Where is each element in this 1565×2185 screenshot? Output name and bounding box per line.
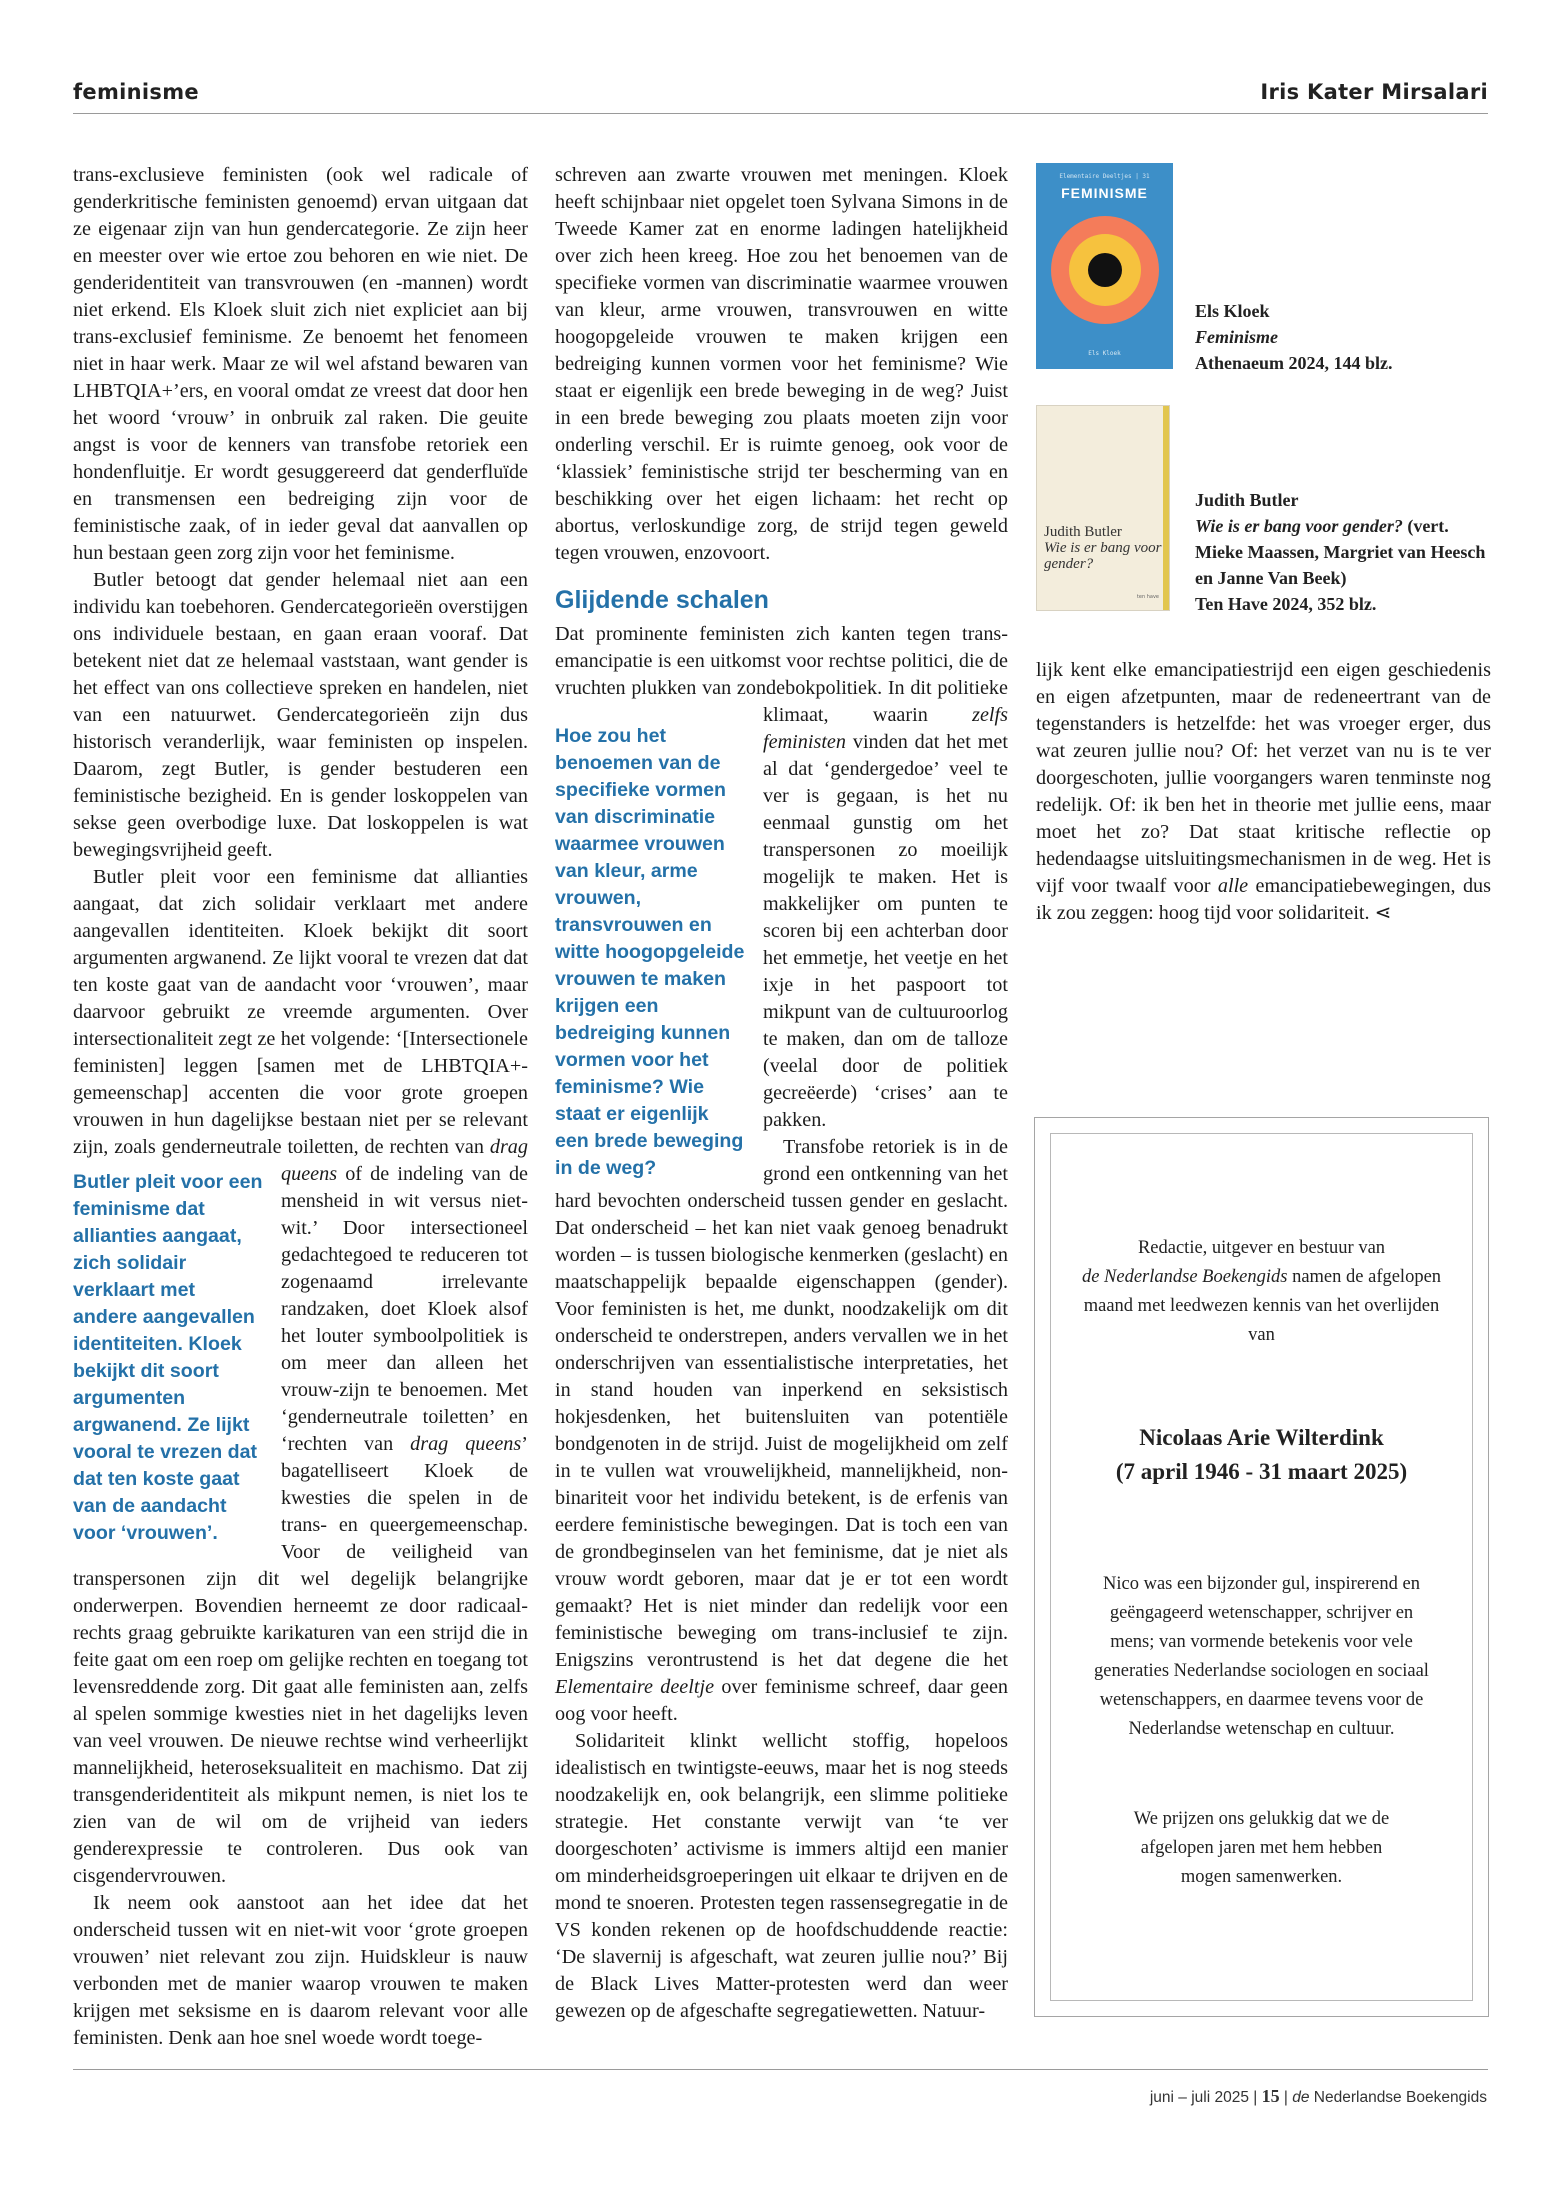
section-title: feminisme	[73, 80, 199, 104]
paragraph: trans-exclusieve feministen (ook wel radicale of genderkritische feministen genoemd) ervan uitgaan dat ze eigenaar zijn van hun gendercategorie. Ze zijn heer en meester over wie ertoe zou behoren en wie niet. De genderidentiteit van transvrouwen (en -mannen) wordt niet erkend. Els Kloek sluit zich niet expliciet aan bij trans-exclusief feminisme. Ze benoemt het fenomeen niet in haar werk. Maar ze wil wel afstand bewaren van LHBTQIA+’ers, en vooral omdat ze vreest dat door hen het woord ‘vrouw’ in onbruik zal raken. Die geuite angst is voor de kenners van transfobe retoriek een hondenfluitje. Er wordt gesuggereerd dat genderfluïde en transmensen een bedreiging zijn voor de feministische zaak, of in ieder geval dat aanvallen op hun bestaan geen zorg zijn voor het feminisme.	[73, 164, 528, 564]
book-author: Judith Butler	[1195, 490, 1299, 510]
cover-author: Els Kloek	[1088, 350, 1121, 357]
paragraph: Butler betoogt dat gender helemaal niet aan een individu kan toebehoren. Gendercategorieën overstijgen ons individuele bestaan, en gaan eraan vooraf. Dat betekent niet dat ze helemaal vaststaan, want gender is het effect van ons collectieve spreken en handelen, niet van een natuurwet. Gendercategorieën zijn dus historisch veranderlijk, waar feministen op inspelen. Daarom, zegt Butler, is gender bestuderen een feministische bezigheid. En is gender loskoppelen van sekse geen overbodige luxe. Dat loskoppelen is wat bewegingsvrijheid geeft.	[73, 569, 528, 861]
book-title: Feminisme	[1195, 327, 1279, 347]
book-info-1	[1195, 298, 1393, 376]
article-column-3	[1036, 657, 1491, 927]
book-publisher: Athenaeum 2024, 144 blz.	[1195, 353, 1393, 373]
cover-spine	[1163, 406, 1169, 610]
paragraph: Dat prominente feministen zich kanten tegen trans-emancipatie is een uitkomst voor rechtse politici, die de vruchten plukken van zondebokpolitiek. In dit politieke klimaat, waarin zelfs feministen vinden dat het met al dat ‘gendergedoe’ veel te ver is gegaan, is het nu eenmaal gunstig om het transpersonen zo moeilijk mogelijk te maken. Het is makkelijker om punten te scoren bij een achterban door het emmetje, het veetje en het ixje in het paspoort tot mikpunt van de cultuuroorlog te maken, dan om de talloze (veelal door de politiek gecreëerde) ‘crises’ aan te pakken.	[555, 623, 1008, 1131]
cover-series: Elementaire Deeltjes | 31	[1059, 173, 1150, 180]
book-publisher: Ten Have 2024, 352 blz.	[1195, 594, 1377, 614]
paragraph: Butler pleit voor een feminisme dat allianties aangaat, dat zich solidair verklaart met andere aangevallen identiteiten. Kloek bekijkt dit soort argumenten argwanend. Ze lijkt vooral te vrezen dat dat ten koste gaat van de aandacht voor ‘vrouwen’, maar daarvoor gebruikt ze vreemde argumenten. Over intersectionaliteit zegt ze het volgende: ‘[Intersectionele feministen] leggen [samen met de LHBTQIA+-gemeenschap] accenten die voor grote groepen vrouwen in hun dagelijkse bestaan niet per se relevant zijn, zoals genderneutrale toiletten, de rechten van drag queens of de indeling van de mensheid in wit versus niet-wit.’ Door intersectioneel gedachtegoed te reduceren tot zogenaamd irrelevante randzaken, doet Kloek alsof het louter symboolpolitiek is om meer dan alleen het vrouw-zijn te benoemen. Met ‘genderneutrale toiletten’ en ‘rechten van drag queens’ bagatelliseert Kloek de kwesties die spelen in de trans- en queergemeenschap. Voor de veiligheid van transpersonen zijn dit wel degelijk belangrijke onderwerpen. Bovendien herneemt ze door radicaal-rechts graag gebruikte karikaturen van een strijd die in feite gaat om een roep om gelijke rechten en toegang tot levensreddende zorg. Dit gaat alle feministen aan, zelfs al spelen sommige kwesties niet in het dagelijks leven van veel vrouwen. De nieuwe rechtse wind verheerlijkt mannelijkheid, heteroseksualiteit en machismo. Dat zij transgenderidentiteit als mikpunt nemen, is niet los te zien van de wil om de vrijheid van ieders genderexpressie te controleren. Dus ook van cisgendervrouwen.	[73, 866, 528, 1887]
pull-quote-1: Butler pleit voor een feminisme dat allianties aangaat, zich solidair verklaart met andere aangevallen identiteiten. Kloek bekijkt dit soort argumenten argwanend. Ze lijkt vooral te vrezen dat dat ten koste gaat van de aandacht voor ‘vrouwen’.	[73, 1171, 263, 1544]
section-subheading: Glijdende schalen	[555, 586, 769, 614]
cover-text	[1044, 524, 1169, 572]
paragraph: Ik neem ook aanstoot aan het idee dat het onderscheid tussen wit en niet-wit voor ‘grote groepen vrouwen’ niet relevant zou zijn. Huidskleur is nauw verbonden met de manier waarop vrouwen te maken krijgen met seksisme en is daarom relevant voor alle feministen. Denk aan hoe snel woede wordt toege-	[73, 1892, 528, 2049]
in-memoriam-inner-frame	[1050, 1133, 1473, 2001]
book-title: Wie is er bang voor gender?	[1195, 516, 1403, 536]
cover-title: FEMINISME	[1061, 185, 1148, 201]
target-circles-icon	[1050, 215, 1160, 325]
book-cover-feminisme	[1036, 163, 1173, 369]
paragraph: schreven aan zwarte vrouwen met meningen. Kloek heeft schijnbaar niet opgelet toen Sylvana Simons in de Tweede Kamer zat en enorme ladingen hatelijkheid over zich heen kreeg. Hoe zou het benoemen van de specifieke vormen van discriminatie waarmee vrouwen van kleur, arme vrouwen, transvrouwen en witte hoogopgeleide vrouwen te maken krijgen een bedreiging kunnen vormen voor het feminisme? Wie staat er eigenlijk een brede beweging in de weg? Juist in een brede beweging zou plaats moeten zijn voor onderling verschil. Er is ruimte genoeg, ook voor de ‘klassiek’ feministische strijd ter bescherming van en beschikking over het eigen lichaam: het recht op abortus, verloskundige zorg, de strijd tegen geweld tegen vrouwen, enzovoort.	[555, 164, 1008, 564]
book-info-2	[1195, 487, 1495, 617]
notice-intro: Redactie, uitgever en bestuur van de Nederlandse Boekengids namen de afgelopen maand met leedwezen kennis van het overlijden van	[1081, 1238, 1442, 1345]
page-footer: juni – juli 2025 | 15 | de Nederlandse Boekengids	[1149, 2086, 1487, 2106]
header-rule	[73, 113, 1488, 114]
notice-name: Nicolaas Arie Wilterdink (7 april 1946 - 31 maart 2025)	[1115, 1425, 1408, 1484]
notice-closing: We prijzen ons gelukkig dat we de afgelopen jaren met hem hebben mogen samenwerken.	[1133, 1809, 1390, 1887]
paragraph: Transfobe retoriek is in de grond een ontkenning van het hard bevochten onderscheid tussen gender en geslacht. Dat onderscheid – het kan niet vaak genoeg benadrukt worden – is tussen biologische kenmerken (geslacht) en maatschappelijk bepaalde eigenschappen (gender). Voor feministen is het, me dunkt, noodzakelijk om dit onderscheid te onderstrepen, anders vervallen we in het onderschrijven van essentialistische interpretaties, het in stand houden van inperkend en seksistisch hokjesdenken, het buitensluiten van potentiële bondgenoten in de strijd. Juist de mogelijkheid om zelf in te vullen wat vrouwelijkheid, mannelijkheid, non-binariteit voor het individu betekent, is de erfenis van eerdere feministische bewegingen. Dat is toch een van de grondbeginselen van het feminisme, dat je niet als vrouw wordt geboren, maar dat je er tot een wordt gemaakt? Het is niet minder dan redelijk voor een feministische beweging om trans-inclusief te zijn. Enigszins verontrustend is het dat degene die het Elementaire deeltje over feminisme schreef, daar geen oog voor heeft.	[555, 1136, 1008, 1725]
notice-body: Nico was een bijzonder gul, inspirerend en geëngageerd wetenschapper, schrijver en mens; van vormende betekenis voor vele generaties Nederlandse sociologen en sociaal wetenschappers, en daarmee tevens voor de Nederlandse wetenschap en cultuur.	[1094, 1574, 1429, 1739]
pull-quote-2: Hoe zou het benoemen van de specifieke vormen van discriminatie waarmee vrouwen van kleur, arme vrouwen, transvrouwen en witte hoogopgeleide vrouwen te maken krijgen een bedreiging kunnen vormen voor het feminisme? Wie staat er eigenlijk een brede beweging in de weg?	[555, 725, 745, 1179]
book-cover-butler	[1036, 405, 1170, 611]
page-number: 15	[1261, 2086, 1280, 2106]
footer-rule	[73, 2069, 1488, 2070]
paragraph: lijk kent elke emancipatiestrijd een eigen geschiedenis en eigen afzetpunten, maar de redeneertrant van de tegenstanders is hetzelfde: het was vroeger erger, dus wat zeuren jullie nou? Of: het verzet van nu is te ver doorgeschoten, jullie voorgangers waren tenminste nog redelijk. Of: ik ben het in theorie met jullie eens, maar moet het zo? Dat staat kritische reflectie op hedendaagse uitsluitingsmechanismen in de weg. Het is vijf voor twaalf voor alle emancipatiebewegingen, dus ik zou zeggen: hoog tijd voor solidariteit. ⋖	[1036, 659, 1491, 924]
book-translator: (vert. Mieke Maassen, Margriet van Heesch en Janne Van Beek)	[1195, 516, 1486, 588]
cover-title: Wie is er bang voor gender?	[1044, 540, 1162, 572]
end-mark-icon: ⋖	[1374, 902, 1392, 924]
book-author: Els Kloek	[1195, 301, 1270, 321]
article-column-2	[555, 162, 1008, 2032]
paragraph: Solidariteit klinkt wellicht stoffig, hopeloos idealistisch en twintigste-eeuws, maar het is nog steeds noodzakelijk en, ook belangrijk, een slimme politieke strategie. Het constante verwijt van ‘te ver doorgeschoten’ activisme is immers altijd een manier om minderheidsgroeperingen uit elkaar te drijven en de mond te snoeren. Protesten tegen rassensegregatie in de VS konden rekenen op de hoofdschuddende reactie: ‘De slavernij is afgeschaft, wat zeuren jullie nou?’ Bij de Black Lives Matter-protesten werd dan weer gewezen op de afgeschafte segregatiewetten. Natuur-	[555, 1730, 1008, 2022]
cover-publisher: ten have	[1136, 594, 1159, 600]
cover-author: Judith Butler	[1044, 524, 1122, 540]
article-column-1	[73, 162, 528, 2049]
author-name: Iris Kater Mirsalari	[1260, 80, 1488, 104]
in-memoriam-box	[1034, 1117, 1489, 2017]
